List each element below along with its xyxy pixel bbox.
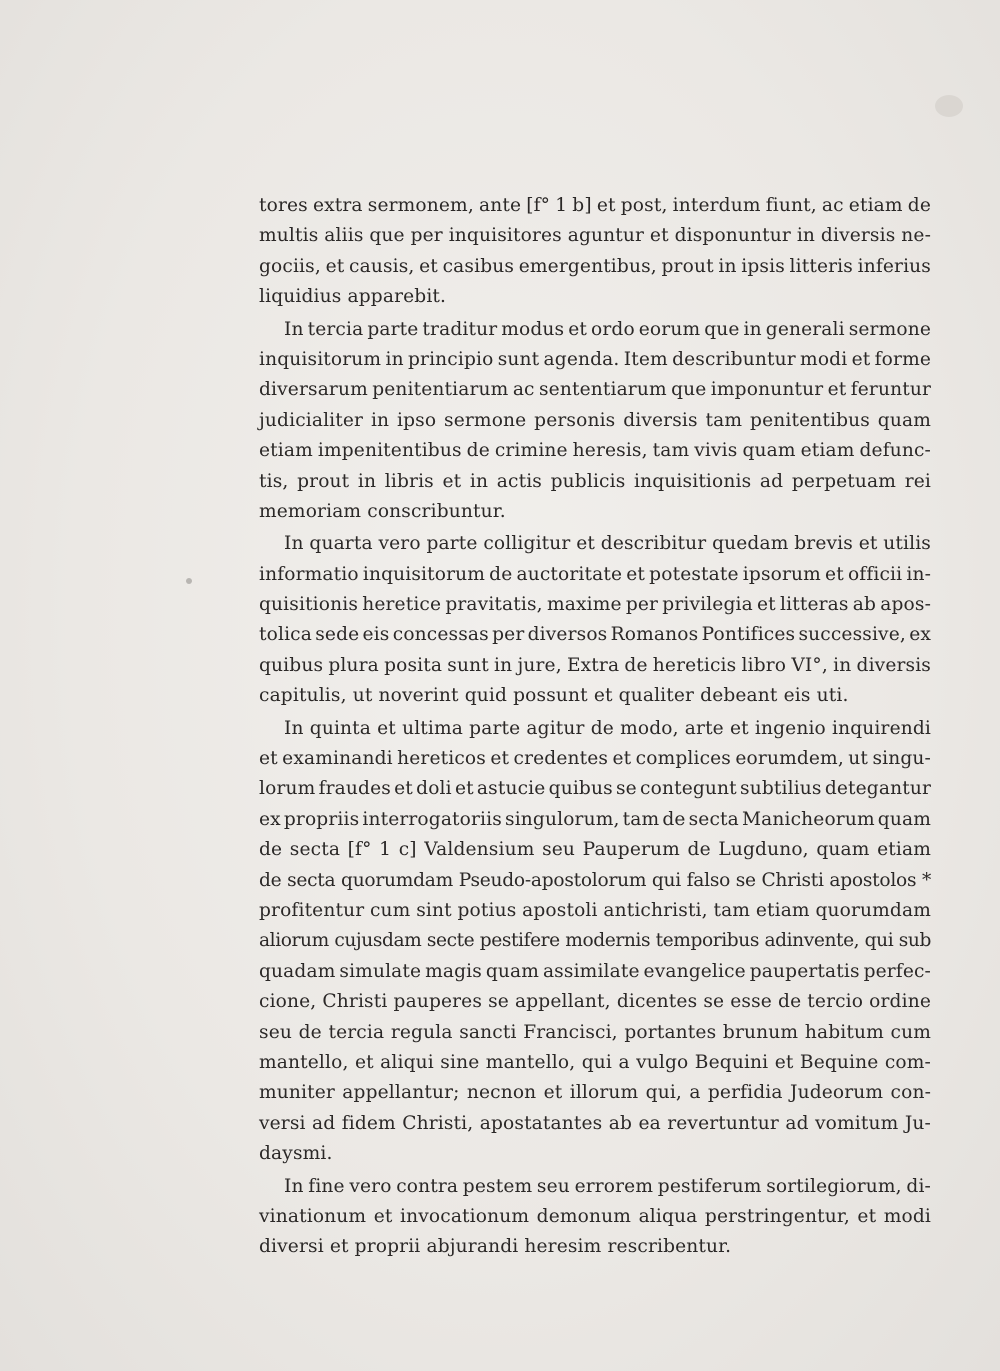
text-line: profitentur cum sint potius apostoli antichristi, tam etiam quorumdam bbox=[259, 899, 931, 921]
text-line: vinationum et invocationum demonum aliqua perstringentur, et modi bbox=[259, 1205, 931, 1227]
text-line: quisitionis heretice pravitatis, maxime per privilegia et litteras ab apos- bbox=[259, 594, 931, 616]
text-line: inquisitorum in principio sunt agenda. Item describuntur modi et forme bbox=[259, 348, 931, 370]
text-line: informatio inquisitorum de auctoritate et potestate ipsorum et officii in- bbox=[259, 563, 931, 585]
text-line: seu de tercia regula sancti Francisci, portantes brunum habitum cum bbox=[259, 1021, 931, 1043]
paragraph bbox=[259, 529, 931, 711]
text-line: tis, prout in libris et in actis publicis inquisitionis ad perpetuam rei bbox=[259, 470, 931, 492]
text-line: memoriam conscribuntur. bbox=[259, 500, 506, 522]
text-line: versi ad fidem Christi, apostatantes ab ea revertuntur ad vomitum Ju- bbox=[259, 1112, 931, 1134]
text-line: quibus plura posita sunt in jure, Extra de hereticis libro VI°, in diversis bbox=[259, 654, 931, 676]
text-line: tores extra sermonem, ante [f° 1 b] et post, interdum fiunt, ac etiam de bbox=[259, 195, 931, 216]
text-line: judicialiter in ipso sermone personis diversis tam penitentibus quam bbox=[259, 409, 931, 431]
body-text bbox=[259, 191, 931, 1265]
text-line: aliorum cujusdam secte pestifere modernis temporibus adinvente, qui sub bbox=[259, 930, 931, 952]
text-line: liquidius apparebit. bbox=[259, 286, 447, 308]
text-line: diversi et proprii abjurandi heresim rescribentur. bbox=[259, 1236, 732, 1258]
paragraph bbox=[259, 315, 931, 528]
text-line: quadam simulate magis quam assimilate evangelice paupertatis perfec- bbox=[259, 960, 931, 982]
text-line: diversarum penitentiarum ac sententiarum que imponuntur et feruntur bbox=[259, 379, 931, 401]
text-line: gociis, et causis, et casibus emergentibus, prout in ipsis litteris inferius bbox=[259, 255, 931, 277]
text-line: lorum fraudes et doli et astucie quibus se contegunt subtilius detegantur bbox=[259, 778, 931, 800]
text-line: In tercia parte traditur modus et ordo eorum que in generali sermone bbox=[284, 318, 931, 340]
paragraph bbox=[259, 191, 931, 313]
paper-stain bbox=[186, 578, 192, 584]
text-line: tolica sede eis concessas per diversos Romanos Pontifices successive, ex bbox=[259, 624, 931, 646]
text-line: In quinta et ultima parte agitur de modo, arte et ingenio inquirendi bbox=[284, 717, 931, 739]
text-line: ex propriis interrogatoriis singulorum, tam de secta Manicheorum quam bbox=[259, 808, 931, 830]
text-line: mantello, et aliqui sine mantello, qui a vulgo Bequini et Bequine com- bbox=[259, 1051, 931, 1073]
paragraph bbox=[259, 1172, 931, 1263]
text-line: cione, Christi pauperes se appellant, dicentes se esse de tercio ordine bbox=[259, 991, 931, 1013]
text-line: de secta quorumdam Pseudo-apostolorum qui falso se Christi apostolos * bbox=[259, 869, 931, 891]
text-line: et examinandi hereticos et credentes et complices eorumdem, ut singu- bbox=[259, 748, 931, 770]
text-line: multis aliis que per inquisitores aguntur et disponuntur in diversis ne- bbox=[259, 225, 931, 247]
text-line: daysmi. bbox=[259, 1143, 333, 1165]
text-line: In fine vero contra pestem seu errorem pestiferum sortilegiorum, di- bbox=[284, 1175, 931, 1197]
text-line: capitulis, ut noverint quid possunt et qualiter debeant eis uti. bbox=[259, 685, 849, 707]
paper-stain bbox=[935, 95, 963, 117]
text-line: In quarta vero parte colligitur et describitur quedam brevis et utilis bbox=[284, 533, 931, 555]
paragraph bbox=[259, 714, 931, 1170]
text-line: muniter appellantur; necnon et illorum qui, a perfidia Judeorum con- bbox=[259, 1082, 931, 1104]
text-line: etiam impenitentibus de crimine heresis, tam vivis quam etiam defunc- bbox=[259, 440, 931, 462]
text-line: de secta [f° 1 c] Valdensium seu Pauperum de Lugduno, quam etiam bbox=[259, 839, 931, 861]
